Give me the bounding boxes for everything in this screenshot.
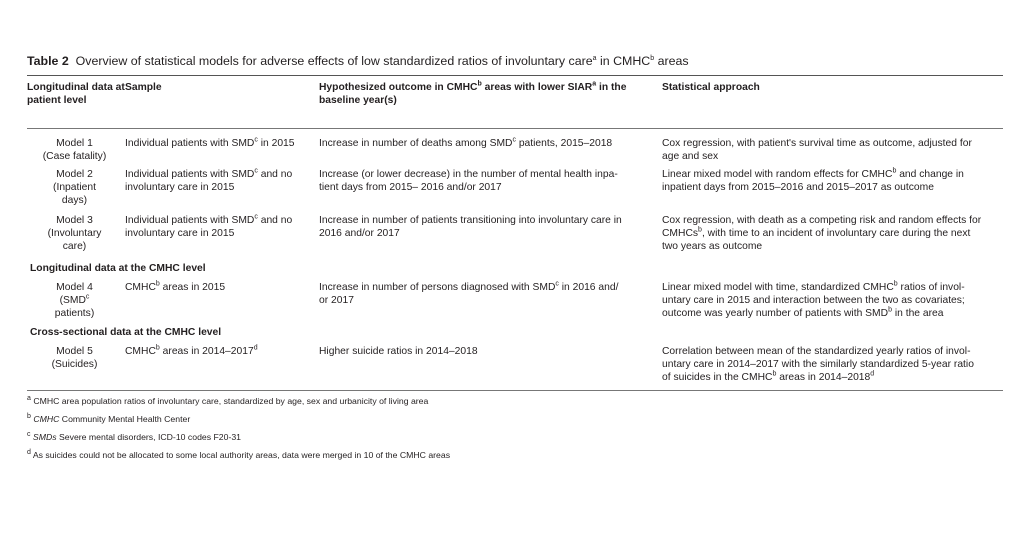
table-top-rule xyxy=(27,75,1003,76)
model-3-outcome: Increase in number of patients transitioning into involuntary care in 2016 and/or 2017 xyxy=(319,215,622,239)
model-4-outcome: Increase in number of persons diagnosed with SMD$^c$ in 2016 and/ or 2017 xyxy=(319,280,619,306)
model-4-sample: CMHC$^b$ areas in 2015 xyxy=(125,280,226,293)
model-4-label: Model 4 (SMD$^c$ patients) xyxy=(54,282,95,319)
caption-text: Overview of statistical models for adverse effects of low standardized ratios of involuntary care xyxy=(75,54,593,68)
section-cross-sectional-cmhc: Cross-sectional data at the CMHC level xyxy=(30,327,222,338)
model-1-approach: Cox regression, with patient's survival time as outcome, adjusted for age and sex xyxy=(662,138,972,162)
table-bottom-rule xyxy=(27,390,1003,391)
model-2-sample: Individual patients with SMD$^c$ and no involuntary care in 2015 xyxy=(125,167,293,193)
footnote-c: $^c$ SMDs Severe mental disorders, ICD-10 codes F20-31 xyxy=(27,431,242,442)
footnote-b: $^b$ CMHC Community Mental Health Center xyxy=(27,413,191,424)
model-1-sample: Individual patients with SMD$^c$ in 2015 xyxy=(125,136,295,149)
header-outcome: Hypothesized outcome in CMHC$^b$ areas with lower SIAR$^a$ in the baseline year(s) xyxy=(319,80,627,106)
model-2-approach: Linear mixed model with random effects for CMHC$^b$ and change in inpatient days from 2015–2016 and 2015–2017 as outcome xyxy=(662,167,964,193)
table-caption: Table 2 Overview of statistical models for adverse effects of low standardized ratios of involuntary care$^a$ in CMHC$^b$ areas xyxy=(27,54,689,68)
model-1-outcome: Increase in number of deaths among SMD$^c$ patients, 2015–2018 xyxy=(319,136,613,149)
section-longitudinal-cmhc: Longitudinal data at the CMHC level xyxy=(30,263,206,274)
model-1-label: Model 1 (Case fatality) xyxy=(42,138,107,162)
footnote-d: $^d$ As suicides could not be allocated to some local authority areas, data were merged in 10 of the CMHC areas xyxy=(27,449,451,460)
model-4-approach: Linear mixed model with time, standardized CMHC$^b$ ratios of invol- untary care in 2015 and interaction between the two as covariates; outcome was yearly number of patients with SMD$^b$ in the area xyxy=(662,280,965,319)
model-3-sample: Individual patients with SMD$^c$ and no involuntary care in 2015 xyxy=(125,213,293,239)
table-header-rule xyxy=(27,128,1003,129)
model-2-outcome: Increase (or lower decrease) in the number of mental health inpa- tient days from 2015– 2016 and/or 2017 xyxy=(319,169,618,193)
header-longitudinal-patient: Longitudinal data at patient level xyxy=(27,82,125,106)
header-statistical-approach: Statistical approach xyxy=(662,82,760,93)
model-5-approach: Correlation between mean of the standardized yearly ratios of invol- untary care in 2014–2017 with the similarly standardized 5-year ratio of suicides in the CMHC$^b$ areas in 2014–2018$^d$ xyxy=(662,346,974,383)
model-2-label: Model 2 (Inpatient days) xyxy=(53,169,96,206)
model-3-approach: Cox regression, with death as a competing risk and random effects for CMHCs$^b$, with time to an incident of involuntary care during the next two years as outcome xyxy=(662,215,982,252)
model-3-label: Model 3 (Involuntary care) xyxy=(47,215,102,252)
header-sample: Sample xyxy=(125,82,162,93)
model-5-sample: CMHC$^b$ areas in 2014–2017$^d$ xyxy=(125,344,258,357)
table-label: Table 2 xyxy=(27,54,69,68)
footnote-a: $^a$ CMHC area population ratios of involuntary care, standardized by age, sex and urbanicity of living area xyxy=(27,395,429,406)
model-5-label: Model 5 (Suicides) xyxy=(51,346,98,370)
model-5-outcome: Higher suicide ratios in 2014–2018 xyxy=(319,346,478,357)
